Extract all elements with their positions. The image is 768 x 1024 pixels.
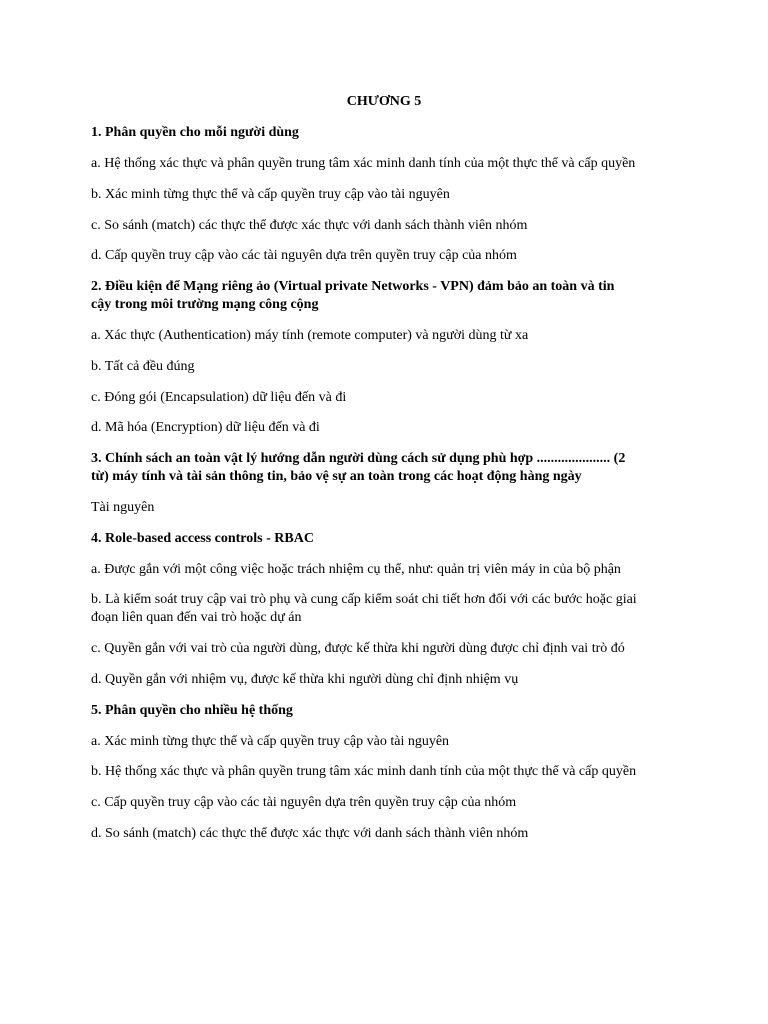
question-5-option-b: b. Hệ thống xác thực và phân quyền trung tâm xác minh danh tính của một thực thể và cấp quyền xyxy=(91,764,637,779)
question-4-option-a: a. Được gắn với một công việc hoặc trách nhiệm cụ thể, như: quản trị viên máy in của bộ phận xyxy=(91,562,621,577)
question-2-option-b: b. Tất cả đều đúng xyxy=(91,359,195,374)
question-2-option-d: d. Mã hóa (Encryption) dữ liệu đến và đi xyxy=(91,420,320,435)
question-1-option-d: d. Cấp quyền truy cập vào các tài nguyên dựa trên quyền truy cập của nhóm xyxy=(91,248,517,263)
question-5-option-c: c. Cấp quyền truy cập vào các tài nguyên dựa trên quyền truy cập của nhóm xyxy=(91,795,517,810)
question-1-option-b: b. Xác minh từng thực thể và cấp quyền truy cập vào tài nguyên xyxy=(91,187,450,202)
question-4-option-b-line-2: đoạn liên quan đến vai trò hoặc dự án xyxy=(91,610,302,625)
question-4-option-c: c. Quyền gắn với vai trò của người dùng, được kế thừa khi người dùng được chỉ định vai trò đó xyxy=(91,641,625,656)
question-5-title: 5. Phân quyền cho nhiều hệ thống xyxy=(91,703,293,718)
question-5-option-d: d. So sánh (match) các thực thể được xác thực với danh sách thành viên nhóm xyxy=(91,826,529,841)
question-2-option-c: c. Đóng gói (Encapsulation) dữ liệu đến và đi xyxy=(91,390,347,405)
question-2-title-line-1: 2. Điều kiện để Mạng riêng ảo (Virtual private Networks - VPN) đảm bảo an toàn và tin xyxy=(91,279,615,294)
question-4-option-b-line-1: b. Là kiểm soát truy cập vai trò phụ và cung cấp kiểm soát chi tiết hơn đối với các bước hoặc giai xyxy=(91,592,637,607)
question-2-title-line-2: cậy trong môi trường mạng công cộng xyxy=(91,297,319,312)
question-4-title: 4. Role-based access controls - RBAC xyxy=(91,531,314,546)
question-5-option-a: a. Xác minh từng thực thể và cấp quyền truy cập vào tài nguyên xyxy=(91,734,450,749)
question-4-option-d: d. Quyền gắn với nhiệm vụ, được kế thừa khi người dùng chỉ định nhiệm vụ xyxy=(91,672,519,687)
question-1-option-c: c. So sánh (match) các thực thể được xác thực với danh sách thành viên nhóm xyxy=(91,218,528,233)
chapter-title: CHƯƠNG 5 xyxy=(346,94,422,109)
question-1-title: 1. Phân quyền cho mỗi người dùng xyxy=(91,125,299,140)
question-2-option-a: a. Xác thực (Authentication) máy tính (remote computer) và người dùng từ xa xyxy=(91,328,529,343)
question-1-option-a: a. Hệ thống xác thực và phân quyền trung tâm xác minh danh tính của một thực thể và cấp quyền xyxy=(91,156,636,171)
question-3-title-line-1: 3. Chính sách an toàn vật lý hướng dẫn người dùng cách sử dụng phù hợp ..................... (2 xyxy=(91,451,626,466)
question-3-answer: Tài nguyên xyxy=(91,500,155,515)
question-3-title-line-2: từ) máy tính và tài sản thông tin, bảo vệ sự an toàn trong các hoạt động hàng ngày xyxy=(91,469,582,484)
